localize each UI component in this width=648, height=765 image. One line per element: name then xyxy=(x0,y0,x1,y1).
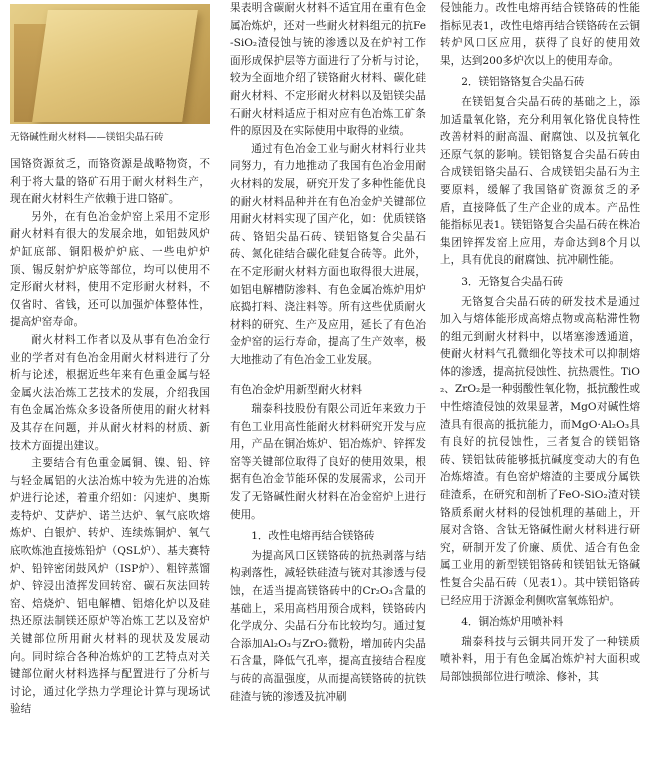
subsection-heading: 3．无铬复合尖晶石砖 xyxy=(461,275,564,288)
paragraph: 瑞泰科技股份有限公司近年来致力于有色工业用高性能耐火材料研究开发与应用，产品在铜冶炼炉、铝冶炼炉、锌挥发窑等关键部位取得了良好的使用效果，根据有色冶金节能环保的发展需求，公司开发了无铬碱性耐火材料在冶金窑炉上进行使用。 xyxy=(230,403,426,521)
column-middle xyxy=(230,0,426,706)
paragraph: 主要结合有色重金属铜、镍、铅、锌与轻金属铝的火法冶炼中较为先进的冶炼炉进行论述，着重介绍如：闪速炉、奥斯麦特炉、艾萨炉、诺兰达炉、氧气底吹熔炼炉、白银炉、转炉、连续炼铜炉、氧气底吹炼池直接炼铅炉（QSL炉）、基夫赛特炉、铅锌密闭鼓风炉（ISP炉）、粗锌蒸馏炉、锌浸出渣挥发回转窑、碳石灰法回转窑、焙烧炉、铝电解槽、铝熔化炉以及硅热还原法制镁还原炉等冶炼工艺以及窑炉关键部位所用耐火材料的现状及发展动向。同时综合各种冶炼炉的工艺特点对关键部位耐火材料选择与配置进行了分析与讨论，通过化学热力学理论计算与现场试验结 xyxy=(10,457,210,716)
subsection-heading: 4．铜冶炼炉用喷补料 xyxy=(461,616,564,629)
photo-main-brick xyxy=(32,10,198,122)
paragraph: 为提高风口区镁铬砖的抗热剥落与结构剥落性，减轻铁硅渣与铳对其渗透与侵蚀，在适当提高镁铬砖中的Cr₂O₃含量的基础上，采用高档用预合成料，镁铬砖内化学成分、尖晶石分布比较均匀。通过复合添加Al₂O₃与ZrO₂微粉，增加砖内尖晶石含量，降低气孔率，提高直接结合程度与砖的高温强度，从而提高镁铬砖的抗铁硅渣与铳的渗透及抗冲刷 xyxy=(230,549,426,703)
section-heading: 有色冶金炉用新型耐火材料 xyxy=(230,383,362,397)
figure-caption: 无铬碱性耐火材料——镁铝尖晶石砖 xyxy=(10,132,164,143)
refractory-brick-photo xyxy=(10,4,210,124)
subsection-heading: 2．镁铝铬铬复合尖晶石砖 xyxy=(461,76,585,89)
paragraph: 在镁铝复合尖晶石砖的基础之上，添加适量氧化铬，充分利用氧化铬优良特性改善材料的耐高温、耐腐蚀、以及抗氧化还原气氛的影响。镁铝铬复合尖晶石砖由合成镁铝铬尖晶石、合成镁铝尖晶石为主要原料，缓解了我国铬矿资源贫乏的矛盾，直接降低了生产企业的成本。产品性能指标见表1。镁铝铬复合尖晶石砖在株冶集团锌挥发窑上应用，寿命达到8个月以上，具有优良的耐腐蚀、抗冲刷性能。 xyxy=(440,95,640,267)
paragraph: 侵蚀能力。改性电熔再结合镁铬砖的性能指标见表1，改性电熔再结合镁铬砖在云铜转炉风口区应用，获得了良好的使用效果，达到200多炉次以上的使用寿命。 xyxy=(440,2,640,67)
column-right xyxy=(440,0,640,687)
paragraph: 通过有色冶金工业与耐火材料行业共同努力，有力地推动了我国有色冶金用耐火材料的发展，研究开发了多种性能优良的耐火材料品种并在有色冶金炉关键部位用耐火材料实现了国产化，如：优质镁铬砖、铬铝尖晶石砖、镁铝铬复合尖晶石砖、氮化硅结合碳化硅复合砖等。此外，在不定形耐火材料方面也取得很大进展，如铝电解槽防渗料、有色金属冶炼炉用炉底捣打料、浇注料等。所有这些优质耐火材料的研究、生产及应用，延长了有色冶金炉窑的运行寿命，提高了生产效率，极大地推动了有色冶金工业发展。 xyxy=(230,142,426,366)
column-left xyxy=(10,0,210,719)
paragraph: 耐火材料工作者以及从事有色冶金行业的学者对有色冶金用耐火材料进行了分析与论述，根据近些年来有色重金属与轻金属火法冶炼工艺技术的发展，介绍我国有色金属冶炼众多设备所使用的耐火材料及其存在问题，并从耐火材料的材质、新技术方面提出建议。 xyxy=(10,333,210,452)
paragraph: 果表明含碳耐火材料不适宜用在重有色金属冶炼炉，还对一些耐火材料组元的抗Fe-SiO₂渣侵蚀与铳的渗透以及在炉衬工作面形成保护层等方面进行了分析与讨论，较为全面地介绍了镁铬耐火材料、碳化硅耐火材料、不定形耐火材料以及铝镁尖晶石耐火材料适应于相对应有色冶炼工矿条件的原因及在实际使用中取得的业绩。 xyxy=(230,2,426,138)
paragraph: 瑞泰科技与云铜共同开发了一种镁质喷补料，用于有色金属冶炼炉衬大面积或局部蚀损部位进行喷涂、修补，其 xyxy=(440,635,640,683)
subsection-heading: 1．改性电熔再结合镁铬砖 xyxy=(251,530,375,543)
paragraph: 国铬资源贫乏，而铬资源是战略物资，不利于将大量的铬矿石用于耐火材料生产，现在耐火材料生产依赖于进口铬矿。 xyxy=(10,158,210,206)
paragraph: 无铬复合尖晶石砖的研发技术是通过加入与熔体能形成高熔点物或高粘滞性物的组元到耐火材料中，以堵塞渗透通道，使耐火材料气孔微细化等技术可以抑制熔体的渗透，提高抗侵蚀性、抗热震性。TiO₂、ZrO₂是一种弱酸性氧化物，抵抗酸性或中性熔渣侵蚀的效果显著，MgO对碱性熔渣具有很高的抵抗能力，而MgO·Al₂O₃具有良好的抗侵蚀性，三者复合的镁铝铬砖、镁铝钛砖能够抵抗碱度变动大的有色冶炼熔渣。有色窑炉熔渣的主要成分属铁硅渣系，在研究和剖析了FeO-SiO₂渣对镁铬质系耐火材料的侵蚀机理的基础上，开展对含铬、含钛无铬碱性耐火材料进行研究，研制开发了价廉、质优、适合有色金属工业用的新型镁铝铬砖和镁铝钛无铬碱性复合尖晶石砖（见表1）。其中镁铝铬砖已经应用于济源金利侧吹富氧炼铅炉。 xyxy=(440,295,640,607)
paragraph: 另外，在有色冶金炉窑上采用不定形耐火材料有很大的发展余地，如铝鼓风炉炉缸底部、铜阳极炉炉底、一些电炉炉顶、锡反射炉炉底等部位，均可以使用不定形耐火材料，使用不定形耐火材料，不仅省时、省钱，还可以加强炉体整体性，提高炉窑寿命。 xyxy=(10,210,210,329)
